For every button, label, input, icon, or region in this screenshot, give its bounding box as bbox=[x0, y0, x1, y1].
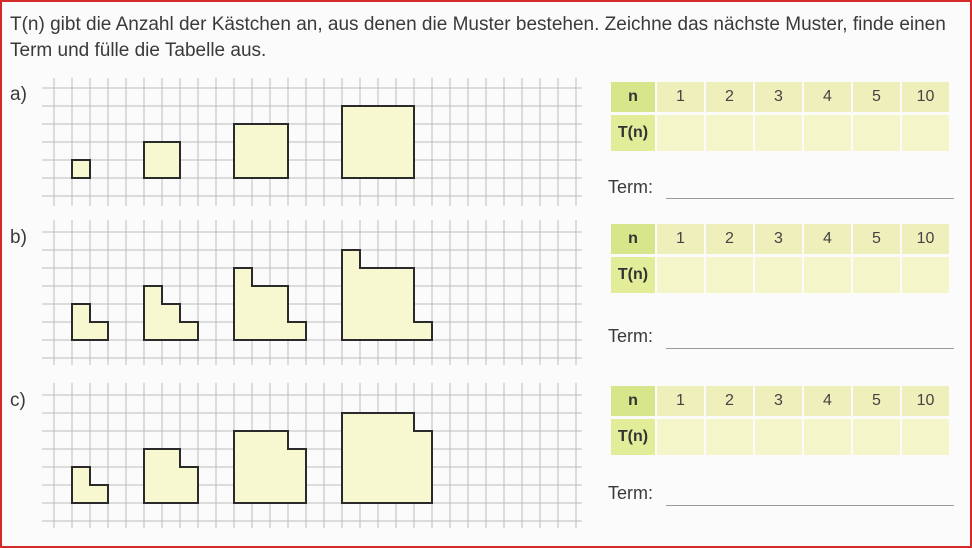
term-answer-line-c[interactable] bbox=[666, 505, 954, 506]
n-value: 10 bbox=[902, 224, 949, 254]
pattern-c-1 bbox=[72, 467, 108, 503]
table-header-n: n bbox=[611, 386, 655, 416]
value-table-a bbox=[609, 82, 951, 151]
n-value: 2 bbox=[706, 82, 753, 112]
term-answer-line-b[interactable] bbox=[666, 348, 954, 349]
term-label-b: Term: bbox=[608, 326, 653, 346]
n-value: 2 bbox=[706, 386, 753, 416]
answer-cell[interactable] bbox=[804, 419, 851, 455]
answer-cell[interactable] bbox=[853, 419, 900, 455]
n-value: 4 bbox=[804, 386, 851, 416]
n-value: 2 bbox=[706, 224, 753, 254]
pattern-a-4 bbox=[342, 106, 414, 178]
answer-cell[interactable] bbox=[804, 257, 851, 293]
answer-cell[interactable] bbox=[755, 115, 802, 151]
grid-lines bbox=[42, 78, 582, 206]
n-value: 5 bbox=[853, 82, 900, 112]
table-header-tn: T(n) bbox=[611, 257, 655, 293]
n-value: 4 bbox=[804, 82, 851, 112]
grid-c bbox=[42, 383, 582, 528]
term-label-a: Term: bbox=[608, 177, 653, 197]
answer-cell[interactable] bbox=[755, 419, 802, 455]
answer-cell[interactable] bbox=[853, 115, 900, 151]
table-header-n: n bbox=[611, 224, 655, 254]
answer-cell[interactable] bbox=[902, 419, 949, 455]
n-value: 5 bbox=[853, 224, 900, 254]
n-value: 3 bbox=[755, 386, 802, 416]
pattern-b-4 bbox=[342, 250, 432, 340]
n-value: 1 bbox=[657, 224, 704, 254]
pattern-c-4 bbox=[342, 413, 432, 503]
answer-cell[interactable] bbox=[657, 115, 704, 151]
n-value: 1 bbox=[657, 386, 704, 416]
task-label-b: b) bbox=[10, 227, 27, 248]
pattern-c-3 bbox=[234, 431, 306, 503]
n-value: 3 bbox=[755, 224, 802, 254]
n-value: 3 bbox=[755, 82, 802, 112]
answer-cell[interactable] bbox=[902, 115, 949, 151]
pattern-c-2 bbox=[144, 449, 198, 503]
task-label-a: a) bbox=[10, 84, 27, 105]
pattern-a-2 bbox=[144, 142, 180, 178]
pattern-a-1 bbox=[72, 160, 90, 178]
pattern-a-3 bbox=[234, 124, 288, 178]
grid-b bbox=[42, 220, 582, 365]
table-header-tn: T(n) bbox=[611, 115, 655, 151]
answer-cell[interactable] bbox=[706, 419, 753, 455]
value-table-c bbox=[609, 386, 951, 455]
n-value: 10 bbox=[902, 82, 949, 112]
answer-cell[interactable] bbox=[657, 257, 704, 293]
answer-cell[interactable] bbox=[902, 257, 949, 293]
table-header-tn: T(n) bbox=[611, 419, 655, 455]
task-label-c: c) bbox=[10, 390, 26, 411]
grid-a bbox=[42, 78, 582, 206]
table-header-n: n bbox=[611, 82, 655, 112]
answer-cell[interactable] bbox=[706, 115, 753, 151]
value-table-b bbox=[609, 224, 951, 293]
grid-lines bbox=[42, 383, 582, 528]
grid-lines bbox=[42, 220, 582, 365]
pattern-b-1 bbox=[72, 304, 108, 340]
term-answer-line-a[interactable] bbox=[666, 198, 954, 199]
pattern-b-2 bbox=[144, 286, 198, 340]
n-value: 4 bbox=[804, 224, 851, 254]
n-value: 10 bbox=[902, 386, 949, 416]
n-value: 1 bbox=[657, 82, 704, 112]
answer-cell[interactable] bbox=[706, 257, 753, 293]
answer-cell[interactable] bbox=[657, 419, 704, 455]
answer-cell[interactable] bbox=[853, 257, 900, 293]
answer-cell[interactable] bbox=[755, 257, 802, 293]
instruction-text: T(n) gibt die Anzahl der Kästchen an, aus denen die Muster bestehen. Zeichne das nächste Muster, finde einen Term und fülle die Tabelle aus. bbox=[10, 14, 946, 61]
n-value: 5 bbox=[853, 386, 900, 416]
term-label-c: Term: bbox=[608, 483, 653, 503]
answer-cell[interactable] bbox=[804, 115, 851, 151]
